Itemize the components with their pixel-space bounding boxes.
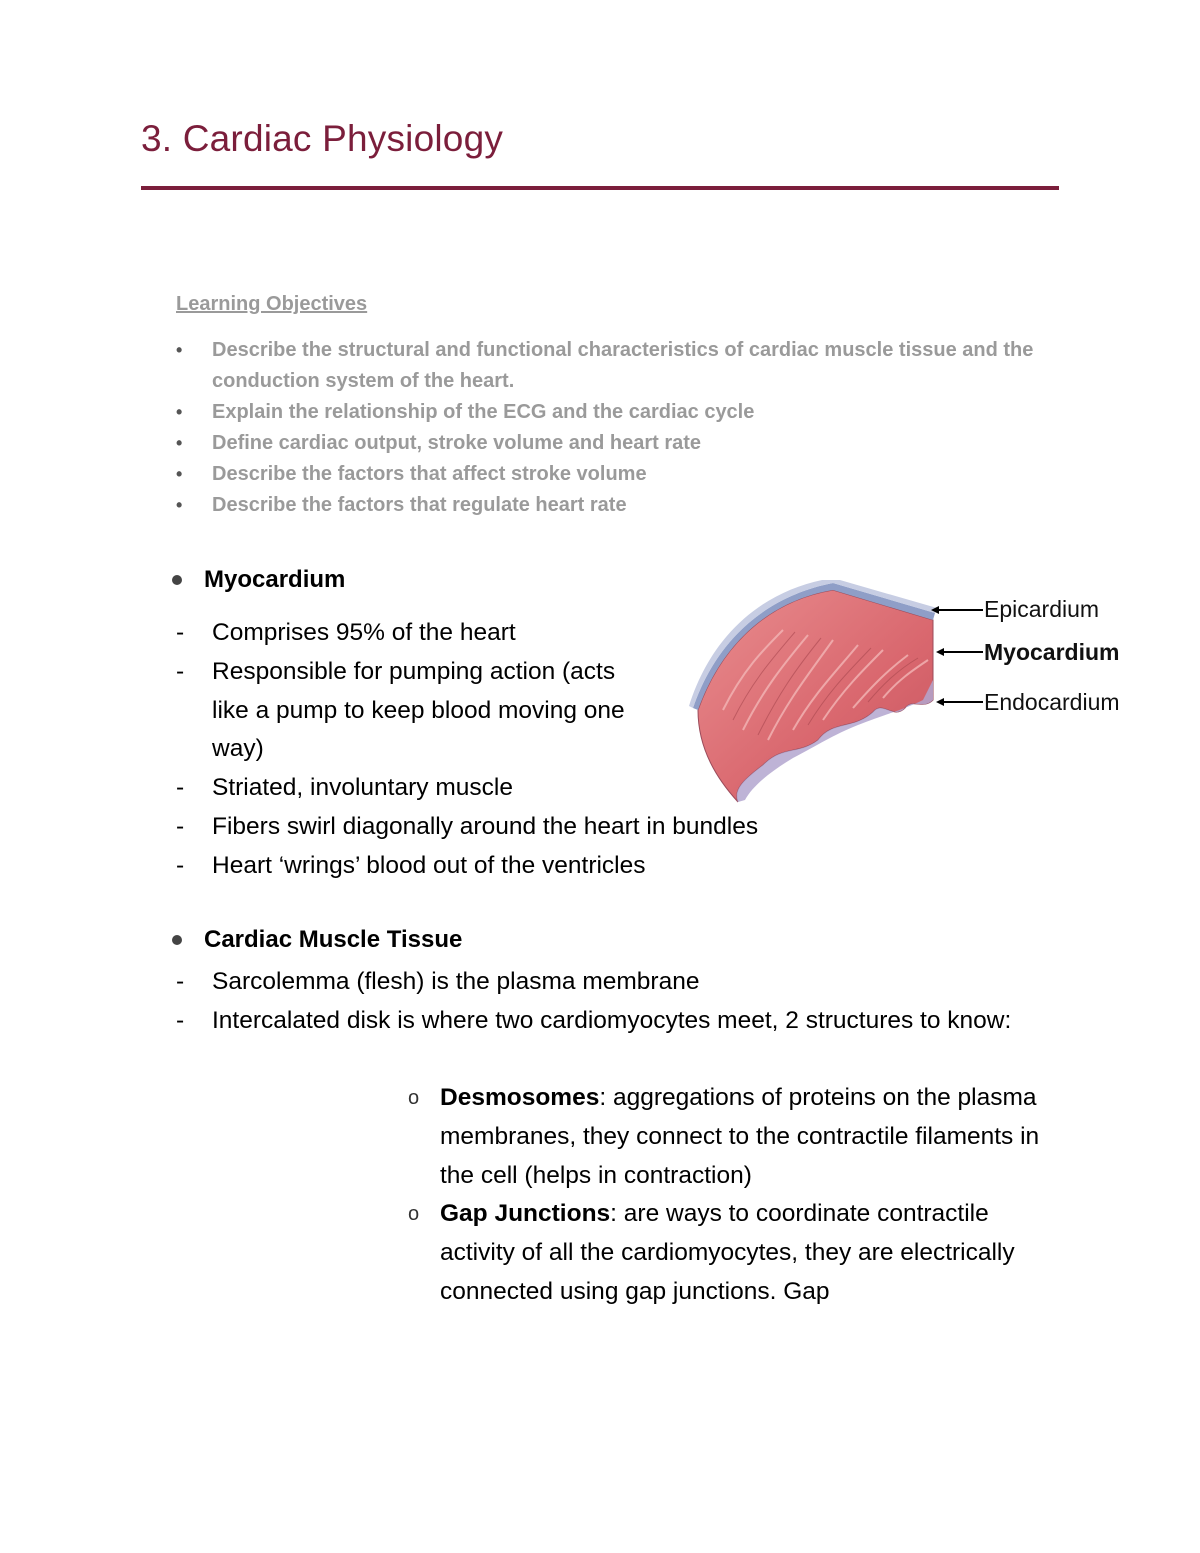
page-title: 3. Cardiac Physiology [141, 118, 504, 159]
list-item: • Describe the structural and functional characteristics of cardiac muscle tissue and the conduction system of the heart. [176, 335, 1046, 397]
list-item-continuation: way) [212, 735, 264, 763]
list-item: • Describe the factors that affect stroke volume [176, 459, 1046, 490]
list-item-continuation: like a pump to keep blood moving one [212, 696, 625, 724]
heart-wall-diagram [683, 580, 1143, 805]
bullet-icon [172, 935, 182, 945]
learning-objectives-list [176, 335, 1046, 521]
myocardium-label: Myocardium [984, 639, 1120, 665]
list-item: - Intercalated disk is where two cardiomyocytes meet, 2 structures to know: [176, 1006, 1012, 1034]
circle-bullet-icon: o [408, 1087, 420, 1109]
title-divider [141, 186, 1059, 190]
list-item: • Explain the relationship of the ECG and the cardiac cycle [176, 397, 1046, 428]
cardiac-muscle-list [176, 963, 1056, 1041]
bullet-icon: • [176, 495, 183, 515]
list-item: - Striated, involuntary muscle [176, 774, 513, 802]
bullet-icon: • [176, 402, 183, 422]
list-item-desmosomes: o Desmosomes: aggregations of proteins on the plasma membranes, they connect to the contractile filaments in the cell (helps in contraction) [408, 1079, 1068, 1195]
intercalated-disk-structures [408, 1079, 1068, 1312]
list-item: - Fibers swirl diagonally around the heart in bundles [176, 812, 759, 840]
epicardium-label: Epicardium [984, 596, 1100, 622]
list-item-gap-junctions: o Gap Junctions: are ways to coordinate contractile activity of all the cardiomyocytes, they are electrically connected using gap junctions. Gap [408, 1195, 1068, 1311]
bullet-icon: • [176, 464, 183, 484]
list-item: - Heart ‘wrings’ blood out of the ventricles [176, 851, 646, 879]
myocardium-heading: Myocardium [172, 566, 345, 594]
list-item: - Comprises 95% of the heart [176, 619, 516, 646]
list-item: • Define cardiac output, stroke volume and heart rate [176, 428, 1046, 459]
bullet-icon [172, 575, 182, 585]
learning-objectives-heading: Learning Objectives [176, 293, 368, 315]
list-item: • Describe the factors that regulate heart rate [176, 490, 1046, 521]
bullet-icon: • [176, 433, 183, 453]
myocardium-list [176, 614, 759, 886]
endocardium-label: Endocardium [984, 689, 1120, 715]
circle-bullet-icon: o [408, 1203, 420, 1226]
list-item: - Responsible for pumping action (acts [176, 657, 616, 685]
cardiac-muscle-heading: Cardiac Muscle Tissue [172, 926, 462, 954]
bullet-icon: • [176, 340, 183, 360]
list-item: - Sarcolemma (flesh) is the plasma membrane [176, 968, 700, 995]
